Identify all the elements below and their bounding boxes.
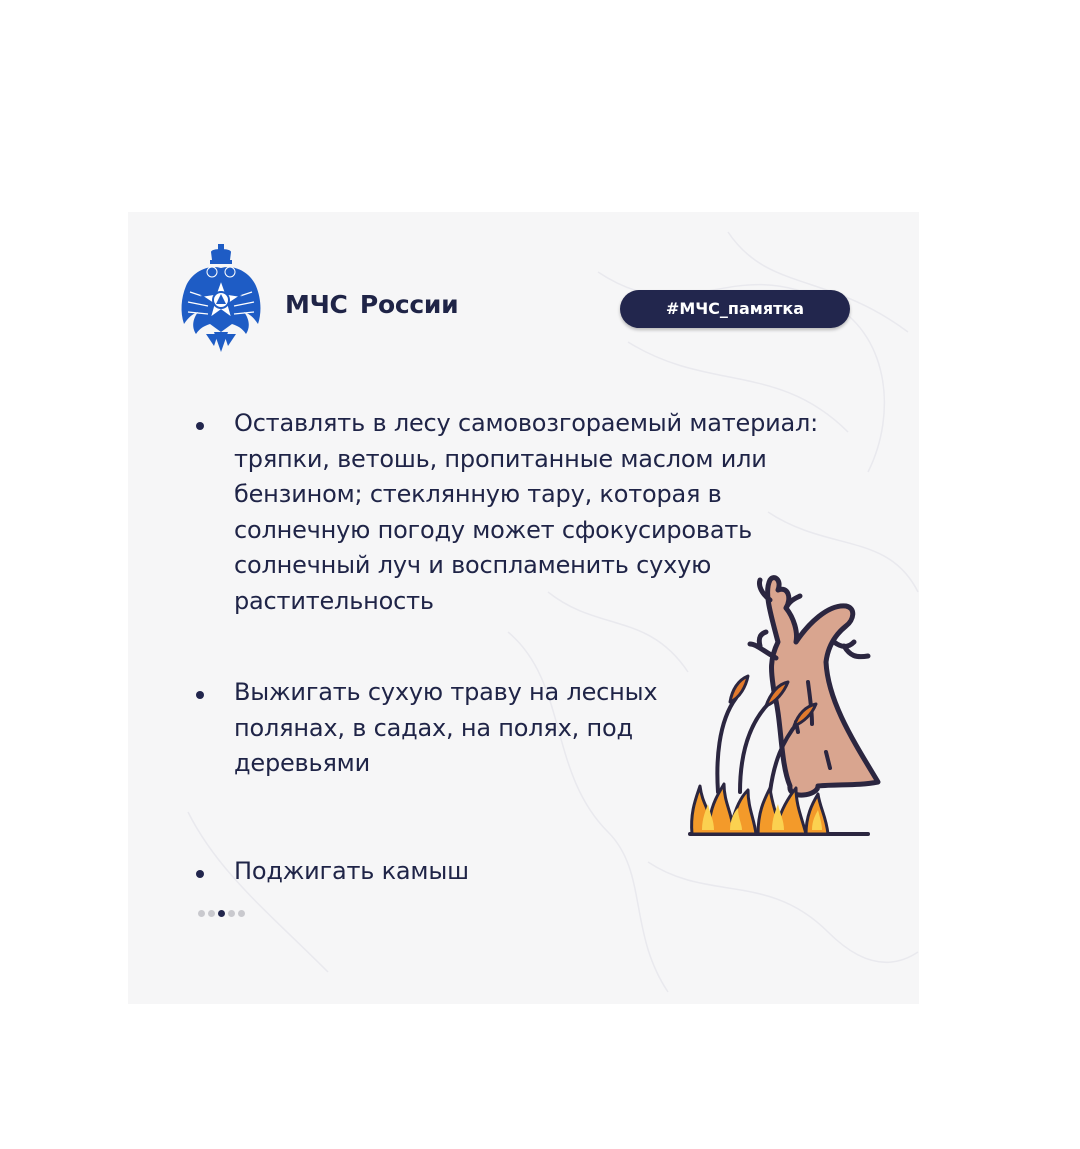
list-item-text: Оставлять в лесу самовозгораемый материал: тряпки, ветошь, пропитанные маслом или бензином; стеклянную тару, которая в солнечную погоду может сфокусировать солнечный луч и воспламенить сухую растительность [234, 409, 819, 615]
emercom-emblem-icon [178, 242, 264, 354]
list-item-text: Поджигать камыш [234, 857, 469, 885]
burning-tree-grass-icon [678, 572, 918, 852]
bullet-dot [196, 422, 204, 430]
pager-dot[interactable] [238, 910, 245, 917]
pager-dot[interactable] [208, 910, 215, 917]
bullet-dot [196, 870, 204, 878]
brand-title: МЧС России [285, 290, 459, 319]
memo-card [128, 212, 919, 1004]
pager-dot-active[interactable] [218, 910, 225, 917]
carousel-pager[interactable] [198, 910, 245, 918]
bullet-dot [196, 691, 204, 699]
pager-dot[interactable] [198, 910, 205, 917]
list-item-text: Выжигать сухую траву на лесных полянах, в садах, на полях, под деревьями [234, 678, 658, 777]
hashtag-badge[interactable]: #МЧС_памятка [620, 290, 850, 328]
pager-dot[interactable] [228, 910, 235, 917]
